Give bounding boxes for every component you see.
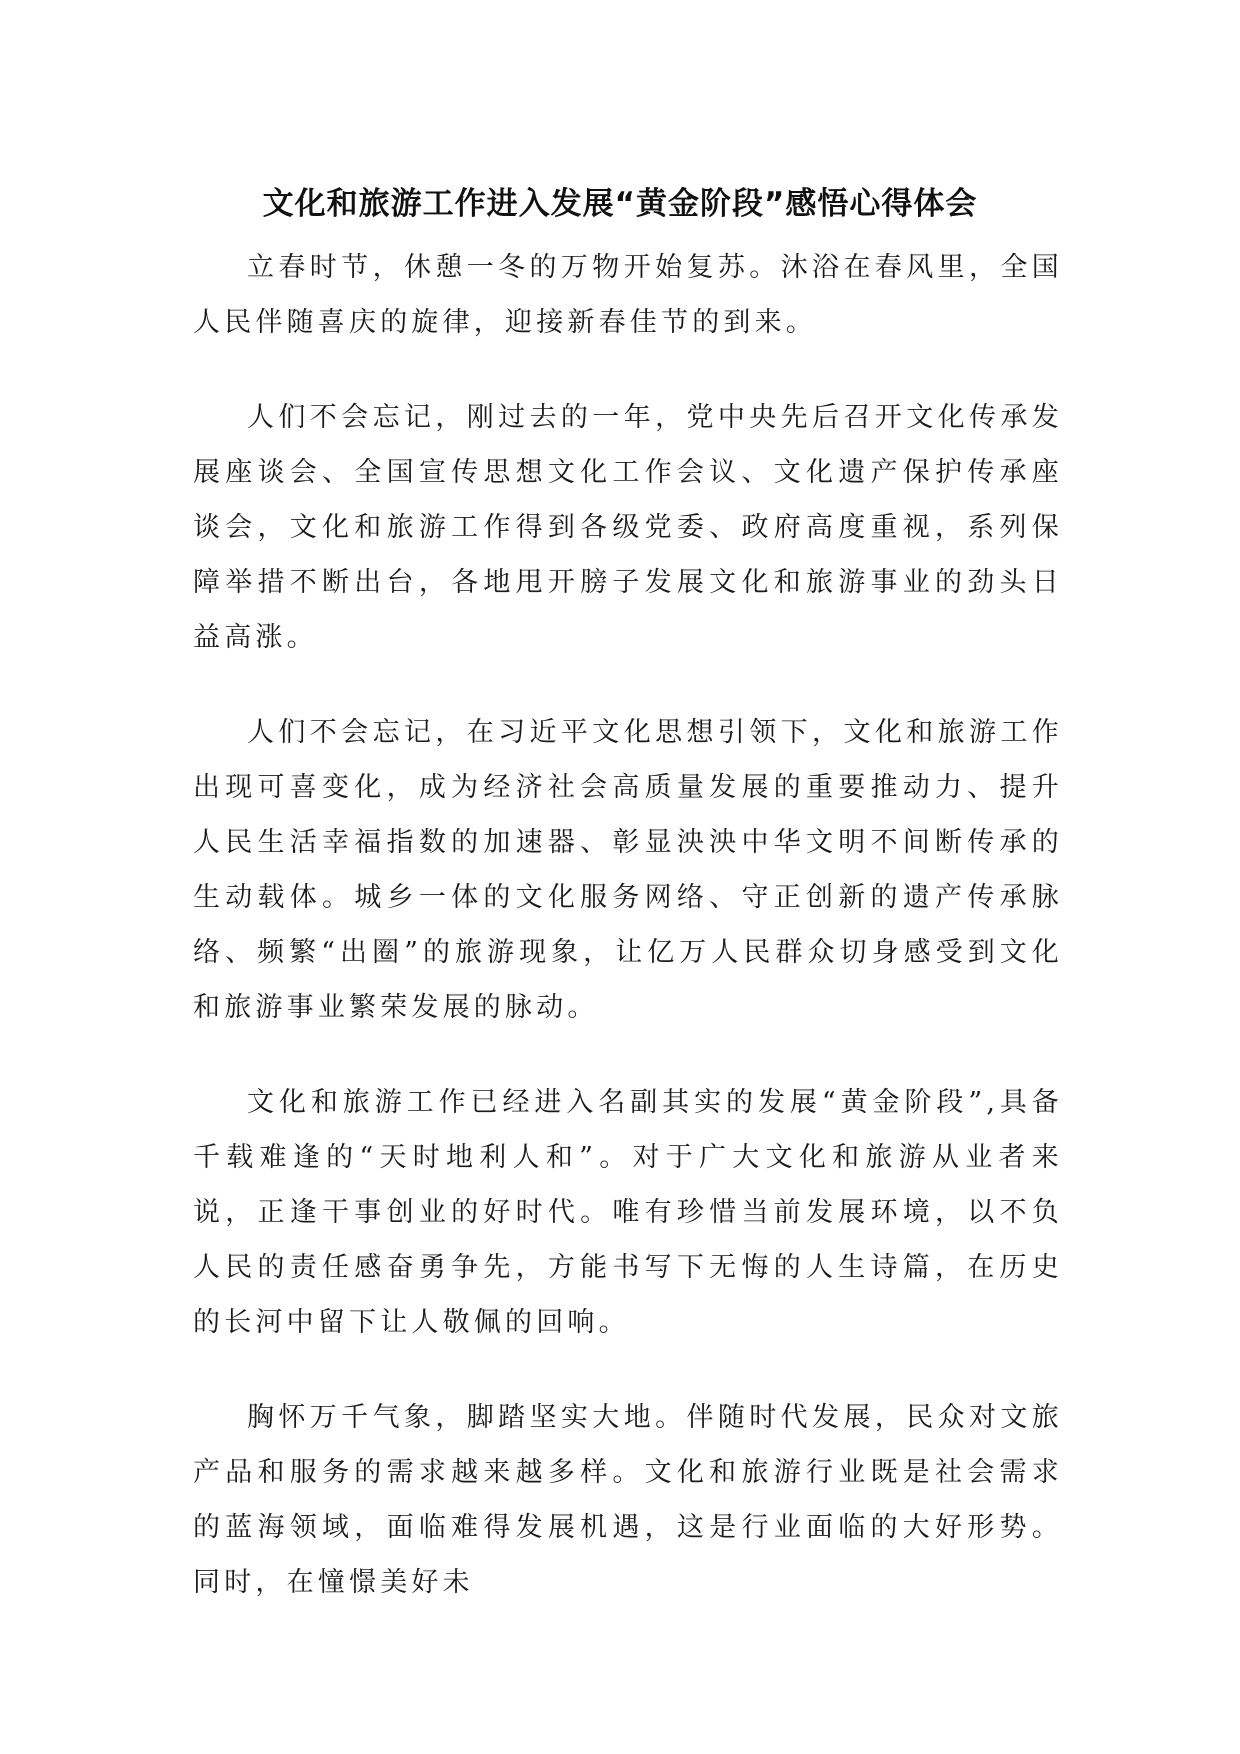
paragraph-2: 人们不会忘记，刚过去的一年，党中央先后召开文化传承发展座谈会、全国宣传思想文化工作会议、文化遗产保护传承座谈会，文化和旅游工作得到各级党委、政府高度重视，系列保障举措不断出台，各地甩开膀子发展文化和旅游事业的劲头日益高涨。 [193, 402, 1063, 653]
paragraph-3: 人们不会忘记，在习近平文化思想引领下，文化和旅游工作出现可喜变化，成为经济社会高质量发展的重要推动力、提升人民生活幸福指数的加速器、彰显泱泱中华文明不间断传承的生动载体。城乡一体的文化服务网络、守正创新的遗产传承脉络、频繁“出圈”的旅游现象，让亿万人民群众切身感受到文化和旅游事业繁荣发展的脉动。 [193, 717, 1063, 1023]
document-body [193, 240, 1063, 1610]
paragraph-5: 胸怀万千气象，脚踏坚实大地。伴随时代发展，民众对文旅产品和服务的需求越来越多样。文化和旅游行业既是社会需求的蓝海领域，面临难得发展机遇，这是行业面临的大好形势。同时，在憧憬美好未 [193, 1402, 1063, 1598]
document-title: 文化和旅游工作进入发展“黄金阶段”感悟心得体会 [262, 186, 978, 222]
paragraph-1: 立春时节，休憩一冬的万物开始复苏。沐浴在春风里，全国人民伴随喜庆的旋律，迎接新春佳节的到来。 [193, 252, 1063, 338]
paragraph-4: 文化和旅游工作已经进入名副其实的发展“黄金阶段”,具备千载难逢的“天时地利人和”。对于广大文化和旅游从业者来说，正逢干事创业的好时代。唯有珍惜当前发展环境，以不负人民的责任感奋勇争先，方能书写下无悔的人生诗篇，在历史的长河中留下让人敬佩的回响。 [193, 1087, 1063, 1338]
